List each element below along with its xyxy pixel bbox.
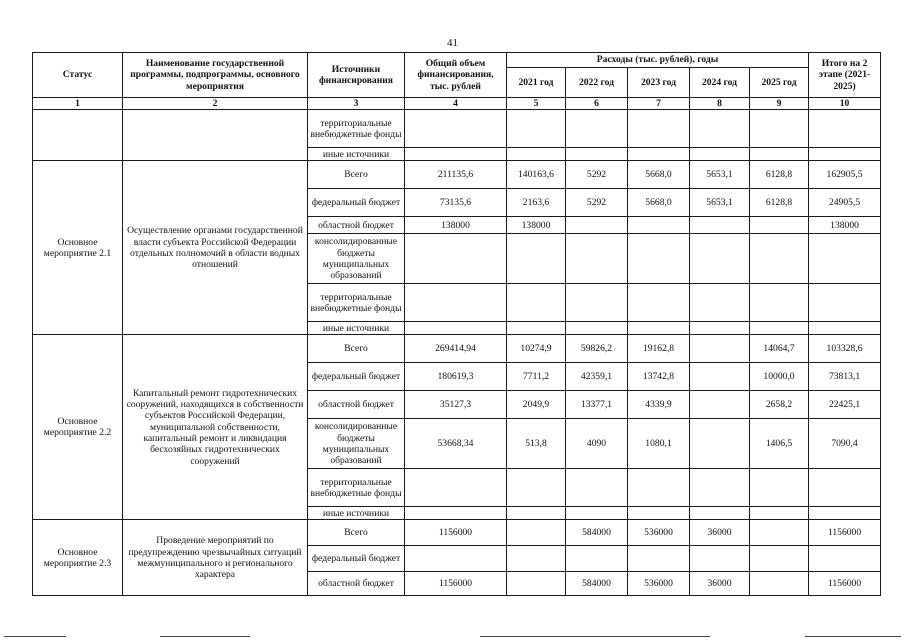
value-cell <box>750 546 809 572</box>
value-cell: 4339,9 <box>628 391 690 419</box>
status-cell: Основное мероприятие 2.3 <box>33 520 123 596</box>
value-cell: 1080,1 <box>628 419 690 469</box>
source-cell: Всего <box>308 161 405 189</box>
status-cell: Основное мероприятие 2.1 <box>33 161 123 335</box>
source-cell: федеральный бюджет <box>308 363 405 391</box>
table-row <box>33 110 881 148</box>
value-cell: 140163,6 <box>507 161 566 189</box>
source-cell: территориальные внебюджетные фонды <box>308 469 405 507</box>
col-number: 4 <box>405 98 507 110</box>
value-cell <box>507 284 566 322</box>
table-body <box>33 110 881 596</box>
source-cell: иные источники <box>308 148 405 161</box>
source-cell: областной бюджет <box>308 217 405 234</box>
footer-line <box>4 636 66 637</box>
value-cell: 1156000 <box>405 520 507 546</box>
value-cell: 36000 <box>690 572 750 596</box>
source-cell: Всего <box>308 520 405 546</box>
page-number: 41 <box>447 37 458 49</box>
value-cell <box>750 284 809 322</box>
source-cell: областной бюджет <box>308 572 405 596</box>
value-cell: 5653,1 <box>690 189 750 217</box>
value-cell <box>507 546 566 572</box>
value-cell <box>628 507 690 520</box>
value-cell: 5292 <box>566 189 628 217</box>
value-cell: 6128,8 <box>750 161 809 189</box>
value-cell <box>628 469 690 507</box>
source-cell: Всего <box>308 335 405 363</box>
value-cell <box>507 234 566 284</box>
footer-line <box>160 636 250 637</box>
value-cell: 2658,2 <box>750 391 809 419</box>
header-year-2021: 2021 год <box>507 68 566 98</box>
value-cell: 6128,8 <box>750 189 809 217</box>
value-cell <box>507 572 566 596</box>
value-cell: 536000 <box>628 572 690 596</box>
table-header <box>33 53 881 110</box>
value-cell <box>405 507 507 520</box>
value-cell: 42359,1 <box>566 363 628 391</box>
value-cell: 1156000 <box>809 572 881 596</box>
value-cell: 5668,0 <box>628 161 690 189</box>
value-cell <box>566 217 628 234</box>
value-cell <box>750 322 809 335</box>
value-cell: 5292 <box>566 161 628 189</box>
value-cell: 36000 <box>690 520 750 546</box>
value-cell <box>690 322 750 335</box>
value-cell <box>809 234 881 284</box>
value-cell <box>566 284 628 322</box>
value-cell: 180619,3 <box>405 363 507 391</box>
source-cell: областной бюджет <box>308 391 405 419</box>
header-name: Наименование государственной программы, подпрограммы, основного мероприятия <box>123 53 308 98</box>
value-cell: 10274,9 <box>507 335 566 363</box>
footer-lines <box>0 626 905 640</box>
header-total: Общий объем финансирования, тыс. рублей <box>405 53 507 98</box>
col-number: 2 <box>123 98 308 110</box>
status-cell: Основное мероприятие 2.2 <box>33 335 123 520</box>
value-cell <box>405 322 507 335</box>
value-cell: 19162,8 <box>628 335 690 363</box>
source-cell: иные источники <box>308 507 405 520</box>
value-cell <box>690 391 750 419</box>
col-number: 7 <box>628 98 690 110</box>
value-cell: 584000 <box>566 572 628 596</box>
value-cell <box>809 507 881 520</box>
value-cell <box>690 284 750 322</box>
value-cell <box>566 546 628 572</box>
value-cell: 7711,2 <box>507 363 566 391</box>
financing-table <box>32 52 881 596</box>
header-year-2024: 2024 год <box>690 68 750 98</box>
value-cell <box>628 217 690 234</box>
name-cell: Капитальный ремонт гидротехнических сооружений, находящихся в собственности субъектов Российской Федерации, муниципальной собственности, капитальный ремонт и ликвидация бесхозяйных гидротехнических сооружений <box>123 335 308 520</box>
value-cell: 138000 <box>809 217 881 234</box>
value-cell <box>628 546 690 572</box>
value-cell: 138000 <box>507 217 566 234</box>
value-cell: 22425,1 <box>809 391 881 419</box>
value-cell <box>809 469 881 507</box>
col-number: 9 <box>750 98 809 110</box>
col-number: 10 <box>809 98 881 110</box>
value-cell <box>750 572 809 596</box>
value-cell <box>405 469 507 507</box>
header-status: Статус <box>33 53 123 98</box>
header-itogo: Итого на 2 этапе (2021-2025) <box>809 53 881 98</box>
value-cell: 1406,5 <box>750 419 809 469</box>
value-cell: 13377,1 <box>566 391 628 419</box>
value-cell: 35127,3 <box>405 391 507 419</box>
value-cell: 24905,5 <box>809 189 881 217</box>
source-cell: территориальные внебюджетные фонды <box>308 110 405 148</box>
value-cell <box>628 234 690 284</box>
value-cell: 536000 <box>628 520 690 546</box>
value-cell <box>690 363 750 391</box>
source-cell: иные источники <box>308 322 405 335</box>
col-number: 1 <box>33 98 123 110</box>
value-cell <box>628 322 690 335</box>
name-cell: Проведение мероприятий по предупреждению чрезвычайных ситуаций межмуниципального и регионального характера <box>123 520 308 596</box>
value-cell <box>809 284 881 322</box>
value-cell: 10000,0 <box>750 363 809 391</box>
value-cell: 7090,4 <box>809 419 881 469</box>
header-expenses: Расходы (тыс. рублей), годы <box>507 53 809 68</box>
value-cell: 162905,5 <box>809 161 881 189</box>
value-cell <box>690 335 750 363</box>
table-row <box>33 520 881 546</box>
value-cell: 211135,6 <box>405 161 507 189</box>
value-cell: 1156000 <box>405 572 507 596</box>
name-cell: Осуществление органами государственной власти субъекта Российской Федерации отдельных полномочий в области водных отношений <box>123 161 308 335</box>
value-cell: 14064,7 <box>750 335 809 363</box>
footer-line <box>805 636 901 637</box>
value-cell: 584000 <box>566 520 628 546</box>
header-sources: Источники финансирования <box>308 53 405 98</box>
value-cell <box>507 520 566 546</box>
value-cell <box>566 507 628 520</box>
source-cell: федеральный бюджет <box>308 546 405 572</box>
status-cell <box>33 110 123 161</box>
value-cell: 59826,2 <box>566 335 628 363</box>
source-cell: консолидированные бюджеты муниципальных образований <box>308 234 405 284</box>
value-cell: 5653,1 <box>690 161 750 189</box>
value-cell <box>405 234 507 284</box>
value-cell: 73135,6 <box>405 189 507 217</box>
value-cell: 5668,0 <box>628 189 690 217</box>
value-cell: 138000 <box>405 217 507 234</box>
value-cell <box>690 507 750 520</box>
value-cell: 1156000 <box>809 520 881 546</box>
value-cell: 53668,34 <box>405 419 507 469</box>
value-cell: 2163,6 <box>507 189 566 217</box>
table-row <box>33 335 881 363</box>
value-cell <box>750 234 809 284</box>
col-number: 6 <box>566 98 628 110</box>
value-cell <box>750 507 809 520</box>
value-cell <box>690 217 750 234</box>
value-cell <box>690 234 750 284</box>
footer-line <box>480 636 710 637</box>
header-year-2023: 2023 год <box>628 68 690 98</box>
value-cell <box>809 546 881 572</box>
value-cell <box>750 217 809 234</box>
value-cell <box>809 322 881 335</box>
value-cell: 73813,1 <box>809 363 881 391</box>
value-cell <box>628 284 690 322</box>
value-cell <box>690 546 750 572</box>
value-cell: 13742,8 <box>628 363 690 391</box>
col-number: 5 <box>507 98 566 110</box>
value-cell <box>566 322 628 335</box>
value-cell <box>405 546 507 572</box>
value-cell <box>750 520 809 546</box>
value-cell <box>750 469 809 507</box>
name-cell <box>123 110 308 161</box>
value-cell <box>566 469 628 507</box>
table-row <box>33 161 881 189</box>
value-cell <box>405 284 507 322</box>
source-cell: консолидированные бюджеты муниципальных образований <box>308 419 405 469</box>
value-cell: 269414,94 <box>405 335 507 363</box>
value-cell <box>690 419 750 469</box>
source-cell: федеральный бюджет <box>308 189 405 217</box>
col-number: 3 <box>308 98 405 110</box>
header-year-2025: 2025 год <box>750 68 809 98</box>
value-cell <box>507 507 566 520</box>
header-year-2022: 2022 год <box>566 68 628 98</box>
value-cell: 103328,6 <box>809 335 881 363</box>
value-cell <box>507 469 566 507</box>
value-cell <box>507 322 566 335</box>
value-cell: 513,8 <box>507 419 566 469</box>
value-cell <box>690 469 750 507</box>
value-cell <box>566 234 628 284</box>
value-cell: 2049,9 <box>507 391 566 419</box>
col-number: 8 <box>690 98 750 110</box>
value-cell: 4090 <box>566 419 628 469</box>
source-cell: территориальные внебюджетные фонды <box>308 284 405 322</box>
